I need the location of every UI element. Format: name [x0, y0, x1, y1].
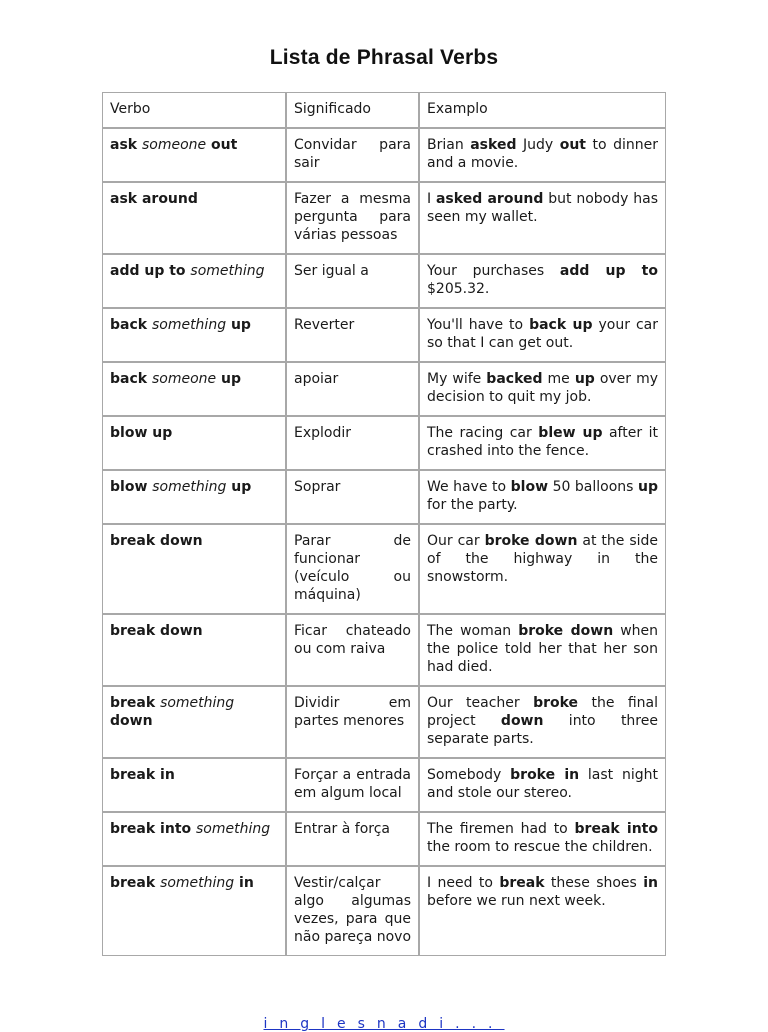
verb-segment: add up to	[110, 263, 191, 279]
example-segment: these shoes	[544, 875, 644, 891]
column-header-meaning: Significado	[286, 92, 419, 128]
example-segment: the room to rescue the children.	[427, 839, 653, 855]
table-row	[102, 308, 666, 362]
verb-segment: break down	[110, 623, 203, 639]
verb-cell	[102, 614, 286, 686]
example-cell	[419, 128, 666, 182]
verb-segment: something	[160, 695, 235, 711]
example-segment: 50 balloons	[548, 479, 638, 495]
verb-segment: break in	[110, 767, 175, 783]
example-segment: me	[542, 371, 575, 387]
example-segment: I	[427, 191, 436, 207]
example-segment: asked	[470, 137, 517, 153]
example-segment: at the side of the highway in the snowstorm.	[427, 533, 659, 585]
example-segment: when the police told her that her son had died.	[427, 623, 659, 675]
example-segment: for the party.	[427, 497, 518, 513]
example-segment: The firemen had to	[427, 821, 575, 837]
meaning-cell: Ser igual a	[286, 254, 419, 308]
verb-segment: break	[110, 695, 161, 711]
example-segment: add up to	[559, 263, 658, 279]
example-segment: the final project	[427, 695, 658, 729]
example-segment: broke down	[484, 533, 578, 549]
verb-segment: break down	[110, 533, 203, 549]
page-title: Lista de Phrasal Verbs	[269, 46, 499, 69]
example-segment: break into	[574, 821, 658, 837]
verb-cell	[102, 524, 286, 614]
verb-segment: in	[234, 875, 254, 891]
verb-cell	[102, 866, 286, 956]
verb-cell	[102, 362, 286, 416]
example-segment: last night and stole our stereo.	[427, 767, 658, 801]
verb-segment: something	[190, 263, 265, 279]
verb-segment: someone	[141, 137, 207, 153]
verb-segment: up	[216, 371, 241, 387]
verb-segment: blow up	[110, 425, 173, 441]
example-cell	[419, 182, 666, 254]
footer-link[interactable]: inglesnadi...	[263, 1016, 505, 1032]
example-segment: your car so that I can get out.	[427, 317, 658, 351]
example-segment: Somebody	[427, 767, 511, 783]
example-segment: I need to	[427, 875, 500, 891]
example-segment: $205.32.	[427, 281, 490, 297]
verb-segment: back	[110, 317, 152, 333]
example-segment: broke	[533, 695, 579, 711]
verb-segment: ask	[110, 137, 142, 153]
example-segment: after it crashed into the fence.	[427, 425, 658, 459]
verb-cell	[102, 182, 286, 254]
verb-segment: ask around	[110, 191, 198, 207]
example-segment: break	[499, 875, 545, 891]
meaning-cell: Reverter	[286, 308, 419, 362]
example-cell	[419, 308, 666, 362]
verb-segment: down	[110, 713, 153, 729]
example-segment: Brian	[427, 137, 471, 153]
table-row	[102, 128, 666, 182]
example-segment: blew up	[538, 425, 603, 441]
meaning-cell: Parar de funcionar (veículo ou máquina)	[286, 524, 419, 614]
verb-cell	[102, 686, 286, 758]
example-segment: We have to	[427, 479, 511, 495]
example-segment: but nobody has seen my wallet.	[427, 191, 658, 225]
example-cell	[419, 614, 666, 686]
example-segment: Your purchases	[427, 263, 560, 279]
example-segment: You'll have to	[427, 317, 530, 333]
example-segment: up	[574, 371, 595, 387]
meaning-cell: Fazer a mesma pergunta para várias pessoas	[286, 182, 419, 254]
meaning-cell: Entrar à força	[286, 812, 419, 866]
meaning-cell: Forçar a entrada em algum local	[286, 758, 419, 812]
example-segment: over my decision to quit my job.	[427, 371, 658, 405]
table-body	[102, 128, 666, 956]
example-segment: The woman	[427, 623, 519, 639]
table-row	[102, 758, 666, 812]
example-cell	[419, 866, 666, 956]
verb-segment: something	[152, 479, 227, 495]
verb-cell	[102, 128, 286, 182]
meaning-cell: Explodir	[286, 416, 419, 470]
table-row	[102, 182, 666, 254]
verb-cell	[102, 254, 286, 308]
verb-cell	[102, 416, 286, 470]
table-row	[102, 866, 666, 956]
example-segment: My wife	[427, 371, 487, 387]
meaning-cell: Soprar	[286, 470, 419, 524]
table-row	[102, 614, 666, 686]
verb-segment: something	[196, 821, 271, 837]
meaning-cell: Convidar para sair	[286, 128, 419, 182]
example-cell	[419, 812, 666, 866]
verb-segment: out	[206, 137, 238, 153]
meaning-cell: apoiar	[286, 362, 419, 416]
verb-cell	[102, 308, 286, 362]
verb-cell	[102, 758, 286, 812]
example-segment: up	[638, 479, 658, 495]
example-cell	[419, 470, 666, 524]
verb-cell	[102, 812, 286, 866]
example-segment: down	[500, 713, 544, 729]
table-header-row	[102, 92, 666, 128]
example-segment: in	[643, 875, 658, 891]
verb-segment: up	[226, 317, 251, 333]
table-row	[102, 362, 666, 416]
example-cell	[419, 686, 666, 758]
example-segment: back up	[529, 317, 593, 333]
verb-segment: something	[151, 317, 227, 333]
example-segment: blow	[510, 479, 549, 495]
verb-segment: something	[160, 875, 235, 891]
meaning-cell: Dividir em partes menores	[286, 686, 419, 758]
table-row	[102, 686, 666, 758]
example-segment: Our car	[427, 533, 485, 549]
verb-segment: blow	[110, 479, 153, 495]
example-segment: broke in	[510, 767, 580, 783]
meaning-cell: Ficar chateado ou com raiva	[286, 614, 419, 686]
example-segment: backed	[486, 371, 543, 387]
verb-segment: break into	[110, 821, 197, 837]
meaning-cell: Vestir/calçar algo algumas vezes, para que não pareça novo	[286, 866, 419, 956]
table-row	[102, 812, 666, 866]
table-row	[102, 416, 666, 470]
example-cell	[419, 524, 666, 614]
verb-segment: back	[110, 371, 152, 387]
table-row	[102, 524, 666, 614]
verb-cell	[102, 470, 286, 524]
verb-segment: break	[110, 875, 161, 891]
example-cell	[419, 416, 666, 470]
example-segment: broke down	[518, 623, 614, 639]
example-segment: out	[559, 137, 586, 153]
table-row	[102, 470, 666, 524]
example-cell	[419, 758, 666, 812]
phrasal-verbs-table	[102, 92, 666, 956]
column-header-verb: Verbo	[102, 92, 286, 128]
example-segment: Our teacher	[427, 695, 534, 711]
example-cell	[419, 362, 666, 416]
example-cell	[419, 254, 666, 308]
example-segment: into three separate parts.	[427, 713, 658, 747]
example-segment: Judy	[516, 137, 560, 153]
table-row	[102, 254, 666, 308]
column-header-example: Examplo	[419, 92, 666, 128]
verb-segment: someone	[151, 371, 217, 387]
example-segment: asked around	[435, 191, 544, 207]
example-segment: to dinner and a movie.	[427, 137, 658, 171]
verb-segment: up	[226, 479, 252, 495]
example-segment: The racing car	[427, 425, 539, 441]
example-segment: before we run next week.	[427, 893, 606, 909]
